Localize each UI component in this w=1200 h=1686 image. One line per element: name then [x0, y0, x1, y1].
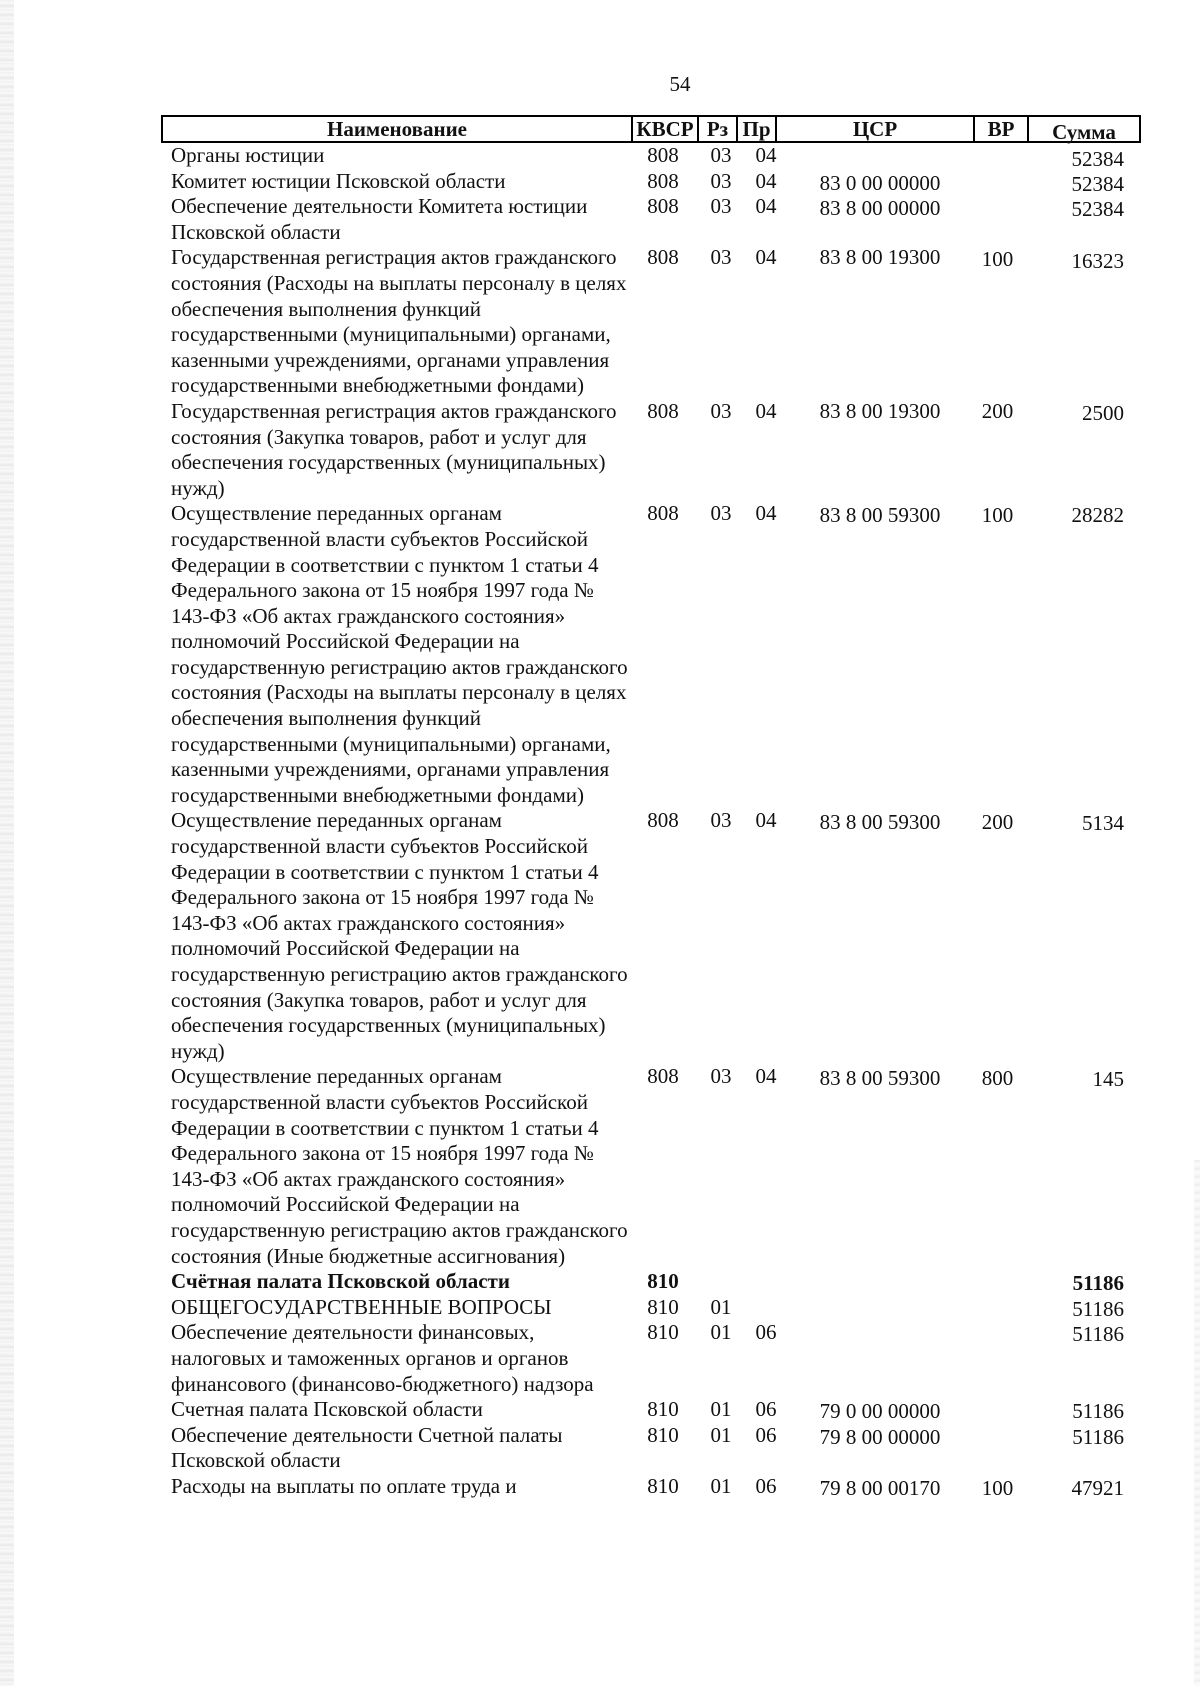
row-vr: 200	[981, 810, 1014, 835]
row-rz: 01	[710, 1473, 732, 1498]
row-pr: 04	[755, 194, 777, 219]
table-row	[0, 1397, 1200, 1423]
table-row	[0, 399, 1200, 501]
row-pr: 06	[755, 1473, 777, 1498]
row-sum: 51186	[1072, 1322, 1124, 1347]
row-name: Обеспечение деятельности финансовых, налоговых и таможенных органов и органов финансового (финансово-бюджетного) надзора	[171, 1320, 594, 1396]
row-name: Обеспечение деятельности Счетной палаты Псковской области	[171, 1422, 563, 1473]
table-header	[161, 115, 1141, 143]
row-pr: 04	[755, 168, 777, 193]
row-pr: 06	[755, 1397, 777, 1422]
row-pr: 06	[755, 1320, 777, 1345]
row-pr: 04	[755, 143, 777, 167]
row-csr: 79 8 00 00000	[819, 1424, 941, 1449]
row-kvsr: 810	[647, 1269, 679, 1294]
header-kvsr: КВСР	[636, 117, 694, 141]
row-kvsr: 810	[647, 1294, 679, 1319]
row-csr: 79 0 00 00000	[819, 1399, 941, 1424]
row-pr: 04	[755, 501, 777, 526]
row-kvsr: 808	[647, 245, 679, 270]
header-csr: ЦСР	[852, 117, 898, 141]
row-sum: 5134	[1082, 811, 1124, 836]
row-csr: 83 8 00 59300	[819, 503, 941, 528]
row-kvsr: 808	[647, 501, 679, 526]
page-number: 54	[669, 72, 691, 96]
row-kvsr: 810	[647, 1397, 679, 1422]
row-vr: 200	[981, 398, 1014, 423]
header-name: Наименование	[327, 117, 467, 141]
table-row	[0, 1474, 1200, 1500]
row-kvsr: 810	[647, 1320, 679, 1345]
row-kvsr: 810	[647, 1422, 679, 1447]
header-rz: Рз	[706, 117, 729, 141]
row-name: ОБЩЕГОСУДАРСТВЕННЫЕ ВОПРОСЫ	[171, 1294, 552, 1319]
row-pr: 06	[755, 1422, 777, 1447]
row-rz: 03	[710, 1064, 732, 1089]
row-name: Органы юстиции	[171, 143, 325, 167]
row-sum: 47921	[1071, 1475, 1124, 1500]
row-rz: 03	[710, 808, 732, 833]
row-name: Осуществление переданных органам государственной власти субъектов Российской Федерации в соответствии с пунктом 1 статьи 4 Федерального закона от 15 ноября 1997 года № 143-ФЗ «Об актах гражданского состояния» полномочий Российской Федерации на государственную регистрацию актов гражданского состояния (Расходы на выплаты персоналу в целях обеспечения выполнения функций государственными (муниципальными) органами, казенными учреждениями, органами управления государственными внебюджетными фондами)	[171, 501, 628, 807]
row-sum: 145	[1092, 1067, 1124, 1092]
row-kvsr: 810	[647, 1473, 679, 1498]
row-csr: 83 8 00 19300	[819, 245, 941, 270]
row-rz: 01	[710, 1422, 732, 1447]
row-sum: 51186	[1072, 1424, 1124, 1449]
row-vr: 100	[981, 247, 1014, 272]
row-rz: 03	[710, 501, 732, 526]
table-row	[0, 1423, 1200, 1474]
row-pr: 04	[755, 245, 777, 270]
row-kvsr: 808	[647, 398, 679, 423]
table-row	[0, 245, 1200, 399]
row-kvsr: 808	[647, 1064, 679, 1089]
table-row	[0, 1320, 1200, 1397]
table-row	[0, 1295, 1200, 1321]
row-pr: 04	[755, 808, 777, 833]
row-sum: 51186	[1072, 1399, 1124, 1424]
row-kvsr: 808	[647, 143, 679, 167]
row-csr: 79 8 00 00170	[819, 1475, 941, 1500]
table-row	[0, 1064, 1200, 1269]
row-rz: 01	[710, 1320, 732, 1345]
row-csr: 83 8 00 00000	[819, 196, 941, 221]
header-sum: Сумма	[1052, 120, 1116, 144]
row-pr: 04	[755, 398, 777, 423]
row-vr: 100	[981, 1475, 1014, 1500]
row-sum: 51186	[1072, 1271, 1124, 1296]
row-csr: 83 8 00 59300	[819, 810, 941, 835]
budget-table-body	[0, 143, 1200, 1499]
row-kvsr: 808	[647, 194, 679, 219]
row-kvsr: 808	[647, 168, 679, 193]
row-rz: 01	[710, 1397, 732, 1422]
row-rz: 01	[710, 1294, 732, 1319]
row-sum: 52384	[1071, 147, 1124, 171]
row-vr: 800	[981, 1066, 1014, 1091]
header-vr: ВР	[987, 117, 1015, 141]
row-sum: 52384	[1071, 171, 1124, 196]
table-row	[0, 194, 1200, 245]
row-rz: 03	[710, 245, 732, 270]
row-rz: 03	[710, 168, 732, 193]
row-vr: 100	[981, 503, 1014, 528]
row-name: Обеспечение деятельности Комитета юстиции Псковской области	[171, 194, 588, 244]
row-name: Расходы на выплаты по оплате труда и	[171, 1473, 517, 1498]
header-pr: Пр	[742, 117, 771, 141]
row-name: Государственная регистрация актов гражданского состояния (Закупка товаров, работ и услуг для обеспечения государственных (муниципальных) нужд)	[171, 398, 617, 500]
row-csr: 83 0 00 00000	[819, 170, 941, 195]
row-csr: 83 8 00 19300	[819, 398, 941, 423]
row-name: Комитет юстиции Псковской области	[171, 168, 506, 193]
row-rz: 03	[710, 398, 732, 423]
table-row-section	[0, 1269, 1200, 1295]
table-row	[0, 808, 1200, 1064]
table-row	[0, 501, 1200, 808]
row-sum: 16323	[1071, 249, 1124, 274]
row-kvsr: 808	[647, 808, 679, 833]
row-rz: 03	[710, 194, 732, 219]
row-sum: 2500	[1082, 400, 1124, 425]
row-sum: 28282	[1071, 503, 1124, 528]
row-rz: 03	[710, 143, 732, 167]
row-name: Осуществление переданных органам государственной власти субъектов Российской Федерации в соответствии с пунктом 1 статьи 4 Федерального закона от 15 ноября 1997 года № 143-ФЗ «Об актах гражданского состояния» полномочий Российской Федерации на государственную регистрацию актов гражданского состояния (Закупка товаров, работ и услуг для обеспечения государственных (муниципальных) нужд)	[171, 808, 628, 1063]
table-row	[0, 143, 1200, 169]
row-sum: 51186	[1072, 1296, 1124, 1321]
table-row	[0, 169, 1200, 195]
row-name: Осуществление переданных органам государственной власти субъектов Российской Федерации в соответствии с пунктом 1 статьи 4 Федерального закона от 15 ноября 1997 года № 143-ФЗ «Об актах гражданского состояния» полномочий Российской Федерации на государственную регистрацию актов гражданского состояния (Иные бюджетные ассигнования)	[171, 1064, 628, 1268]
row-name: Счетная палата Псковской области	[171, 1397, 483, 1422]
row-name: Государственная регистрация актов гражданского состояния (Расходы на выплаты персоналу в целях обеспечения выполнения функций государственными (муниципальными) органами, казенными учреждениями, органами управления государственными внебюджетными фондами)	[171, 245, 627, 398]
row-name: Счётная палата Псковской области	[171, 1269, 510, 1294]
row-sum: 52384	[1071, 197, 1124, 222]
row-pr: 04	[755, 1064, 777, 1089]
row-csr: 83 8 00 59300	[819, 1066, 941, 1091]
